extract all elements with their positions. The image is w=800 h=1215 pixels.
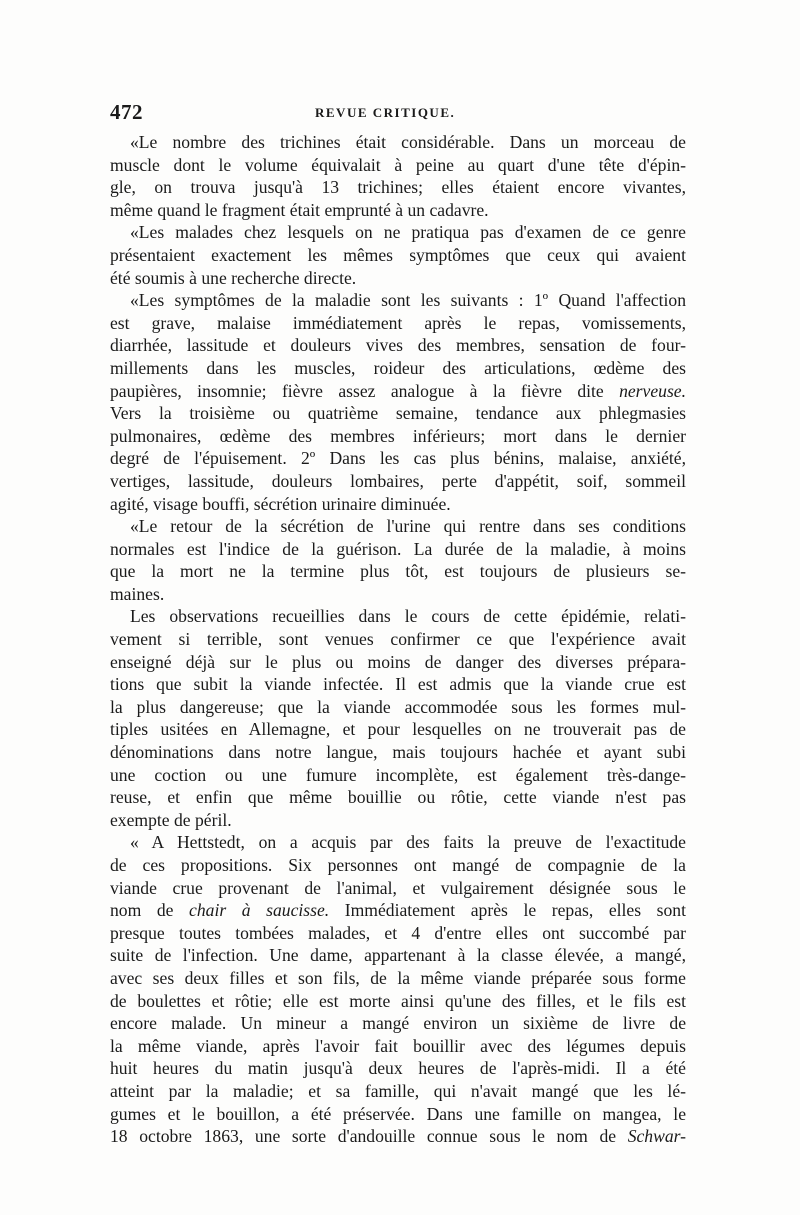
italic-term: Schwar- [627, 1126, 686, 1147]
text-line: même quand le fragment était emprunté à un cadavre. [110, 199, 489, 220]
text-line: encore malade. Un mineur a mangé environ un sixième de livre de [110, 1013, 686, 1034]
text-line: degré de l'épuisement. 2º Dans les cas plus bénins, malaise, anxiété, [110, 448, 686, 469]
text-line: viande crue provenant de l'animal, et vulgairement désignée sous le [110, 877, 686, 898]
text-line-mixed [110, 1125, 686, 1148]
text-line: gumes et le bouillon, a été préservée. Dans une famille on mangea, le [110, 1103, 686, 1124]
text-line: «Le nombre des trichines était considérable. Dans un morceau de [130, 132, 686, 152]
text-segment: 18 octobre 1863, une sorte d'andouille connue sous le nom de [110, 1126, 617, 1147]
text-line: avec ses deux filles et son fils, de la même viande préparée sous forme [110, 967, 686, 988]
text-line: été soumis à une recherche directe. [110, 267, 357, 288]
text-line: que la mort ne la termine plus tôt, est toujours de plusieurs se- [110, 561, 686, 582]
text-line: normales est l'indice de la guérison. La durée de la maladie, à moins [110, 538, 686, 559]
text-line: exempte de péril. [110, 809, 232, 830]
text-line: «Les malades chez lesquels on ne pratiqua pas d'examen de ce genre [130, 222, 686, 243]
text-segment: Immédiatement après le repas, elles sont [329, 900, 686, 921]
text-line: « A Hettstedt, on a acquis par des faits la preuve de l'exactitude [130, 832, 686, 853]
text-line: huit heures du matin jusqu'à deux heures de l'après-midi. Il a été [110, 1058, 686, 1079]
text-line: pulmonaires, œdème des membres inférieurs; mort dans le dernier [110, 425, 686, 446]
text-line: «Le retour de la sécrétion de l'urine qui rentre dans ses conditions [130, 516, 686, 537]
text-line: est grave, malaise immédiatement après le repas, vomissements, [110, 312, 686, 333]
text-line: une coction ou une fumure incomplète, est également très-dange- [110, 764, 686, 785]
text-line: atteint par la maladie; et sa famille, qui n'avait mangé que les lé- [110, 1080, 686, 1101]
text-line-mixed [110, 380, 686, 403]
text-line: tiples usitées en Allemagne, et pour lesquelles on ne trouverait pas de [110, 719, 686, 740]
text-line: dénominations dans notre langue, mais toujours hachée et ayant subi [110, 742, 686, 763]
text-line: vertiges, lassitude, douleurs lombaires, perte d'appétit, soif, sommeil [110, 470, 686, 491]
body-text [110, 131, 686, 1148]
text-line: de ces propositions. Six personnes ont mangé de compagnie de la [110, 855, 686, 875]
text-line: présentaient exactement les mêmes symptômes que ceux qui avaient [110, 244, 686, 265]
text-line: vement si terrible, sont venues confirmer ce que l'expérience avait [110, 629, 686, 650]
italic-term: chair à saucisse. [189, 900, 330, 921]
text-line: maines. [110, 583, 165, 604]
text-line: Les observations recueillies dans le cours de cette épidémie, relati- [130, 606, 686, 627]
text-line: enseigné déjà sur le plus ou moins de danger des diverses prépara- [110, 651, 686, 672]
text-line-mixed [110, 899, 686, 922]
text-line: «Les symptômes de la maladie sont les suivants : 1º Quand l'affection [130, 290, 686, 311]
text-line: presque toutes tombées malades, et 4 d'entre elles ont succombé par [110, 922, 686, 943]
text-line: muscle dont le volume équivalait à peine au quart d'une tête d'épin- [110, 154, 686, 175]
text-segment: paupières, insomnie; fièvre assez analogue à la fièvre dite [110, 380, 604, 401]
text-line: de boulettes et rôtie; elle est morte ainsi qu'une des filles, et le fils est [110, 990, 686, 1011]
page-header [110, 100, 686, 126]
text-line: tions que subit la viande infectée. Il est admis que la viande crue est [110, 674, 686, 695]
text-line: la même viande, après l'avoir fait bouillir avec des légumes depuis [110, 1035, 686, 1056]
text-segment: nom de [110, 900, 174, 921]
text-line: Vers la troisième ou quatrième semaine, tendance aux phlegmasies [110, 403, 686, 424]
text-line: suite de l'infection. Une dame, appartenant à la classe élevée, a mangé, [110, 945, 686, 966]
running-head: REVUE CRITIQUE. [315, 105, 456, 120]
text-line: la plus dangereuse; que la viande accommodée sous les formes mul- [110, 696, 686, 717]
page-number: 472 [110, 100, 143, 124]
italic-term: nerveuse. [619, 380, 686, 401]
text-line: millements dans les muscles, roideur des articulations, œdème des [110, 357, 686, 378]
text-line: diarrhée, lassitude et douleurs vives des membres, sensation de four- [110, 335, 686, 356]
text-line: reuse, et enfin que même bouillie ou rôtie, cette viande n'est pas [110, 787, 686, 808]
text-line: gle, on trouva jusqu'à 13 trichines; elles étaient encore vivantes, [110, 177, 686, 198]
text-line: agité, visage bouffi, sécrétion urinaire diminuée. [110, 493, 451, 514]
